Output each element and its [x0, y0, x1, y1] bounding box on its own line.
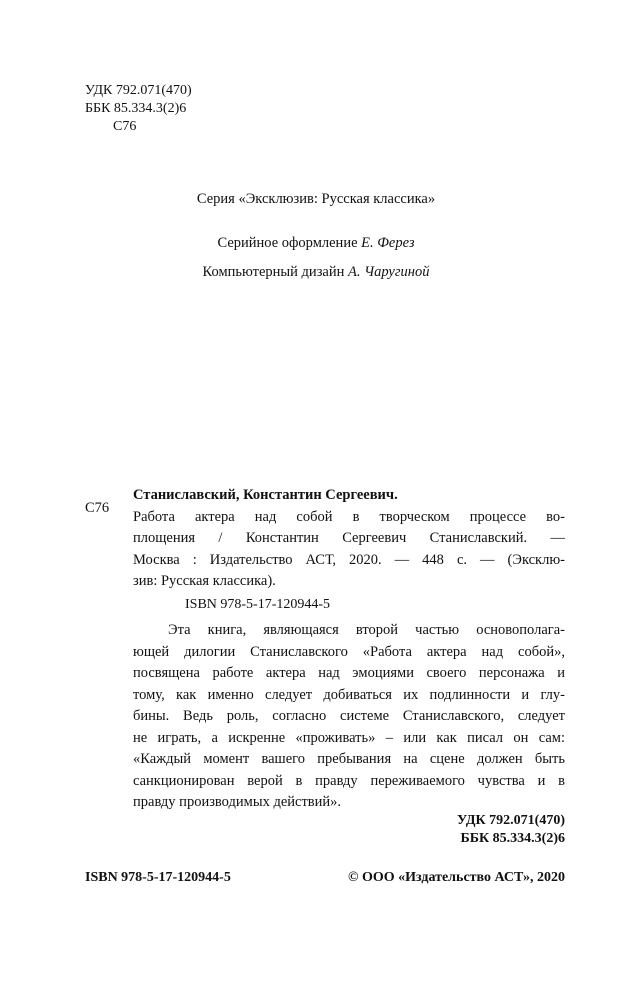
annotation-line: не играть, а искренне «проживать» – или как писал он сам:: [133, 729, 565, 746]
author-mark: С76: [113, 119, 137, 134]
description-line: Работа актера над собой в творческом процессе во-: [133, 508, 565, 525]
annotation-line: ющей дилогии Станиславского «Работа актера над собой»,: [133, 643, 565, 660]
bibliographic-isbn: ISBN 978-5-17-120944-5: [185, 597, 331, 612]
computer-design-label: Компьютерный дизайн: [202, 264, 345, 280]
footer-copyright: © ООО «Издательство АСТ», 2020: [347, 870, 565, 885]
udk-code: УДК 792.071(470): [85, 83, 192, 98]
series-line: Серия «Эксклюзив: Русская классика»: [196, 191, 436, 207]
description-line: площения / Константин Сергеевич Станиславский. —: [133, 530, 565, 546]
series-design-name: Е. Ферез: [361, 235, 415, 251]
annotation-line: правду производимых действий».: [133, 794, 342, 810]
annotation-line: бины. Ведь роль, согласно системе Станиславского, следует: [133, 708, 565, 724]
annotation-line: посвящена работе актера над эмоциями своего персонажа и: [133, 665, 565, 681]
annotation-line: Эта книга, являющаяся второй частью основополага-: [168, 622, 565, 638]
annotation: [133, 620, 565, 814]
bbk-code-bottom: ББК 85.334.3(2)6: [460, 831, 565, 846]
classification-codes-bottom: [457, 812, 565, 848]
bibliographic-record: [133, 485, 565, 593]
annotation-line: тому, как именно следует добиваться их подлинности и глу-: [133, 686, 565, 703]
annotation-line: санкционирован верой в правду переживаемого чувства и в: [133, 772, 565, 789]
description-line: Москва : Издательство АСТ, 2020. — 448 с. — (Эксклю-: [133, 551, 565, 568]
description-line: зив: Русская классика).: [133, 573, 276, 589]
annotation-line: «Каждый момент вашего пребывания на сцене должен быть: [133, 751, 565, 767]
series-design-credit: [0, 235, 632, 252]
series-design-label: Серийное оформление: [217, 235, 358, 251]
bibliographic-author: Станиславский, Константин Сергеевич.: [133, 487, 398, 503]
udk-code-bottom: УДК 792.071(470): [457, 813, 565, 828]
bibliographic-author-mark: С76: [85, 500, 110, 516]
computer-design-name: А. Чаругиной: [348, 264, 430, 280]
classification-codes: [85, 82, 192, 136]
computer-design-credit: [0, 264, 632, 281]
bbk-code: ББК 85.334.3(2)6: [85, 101, 187, 116]
footer-isbn: ISBN 978-5-17-120944-5: [85, 870, 231, 885]
